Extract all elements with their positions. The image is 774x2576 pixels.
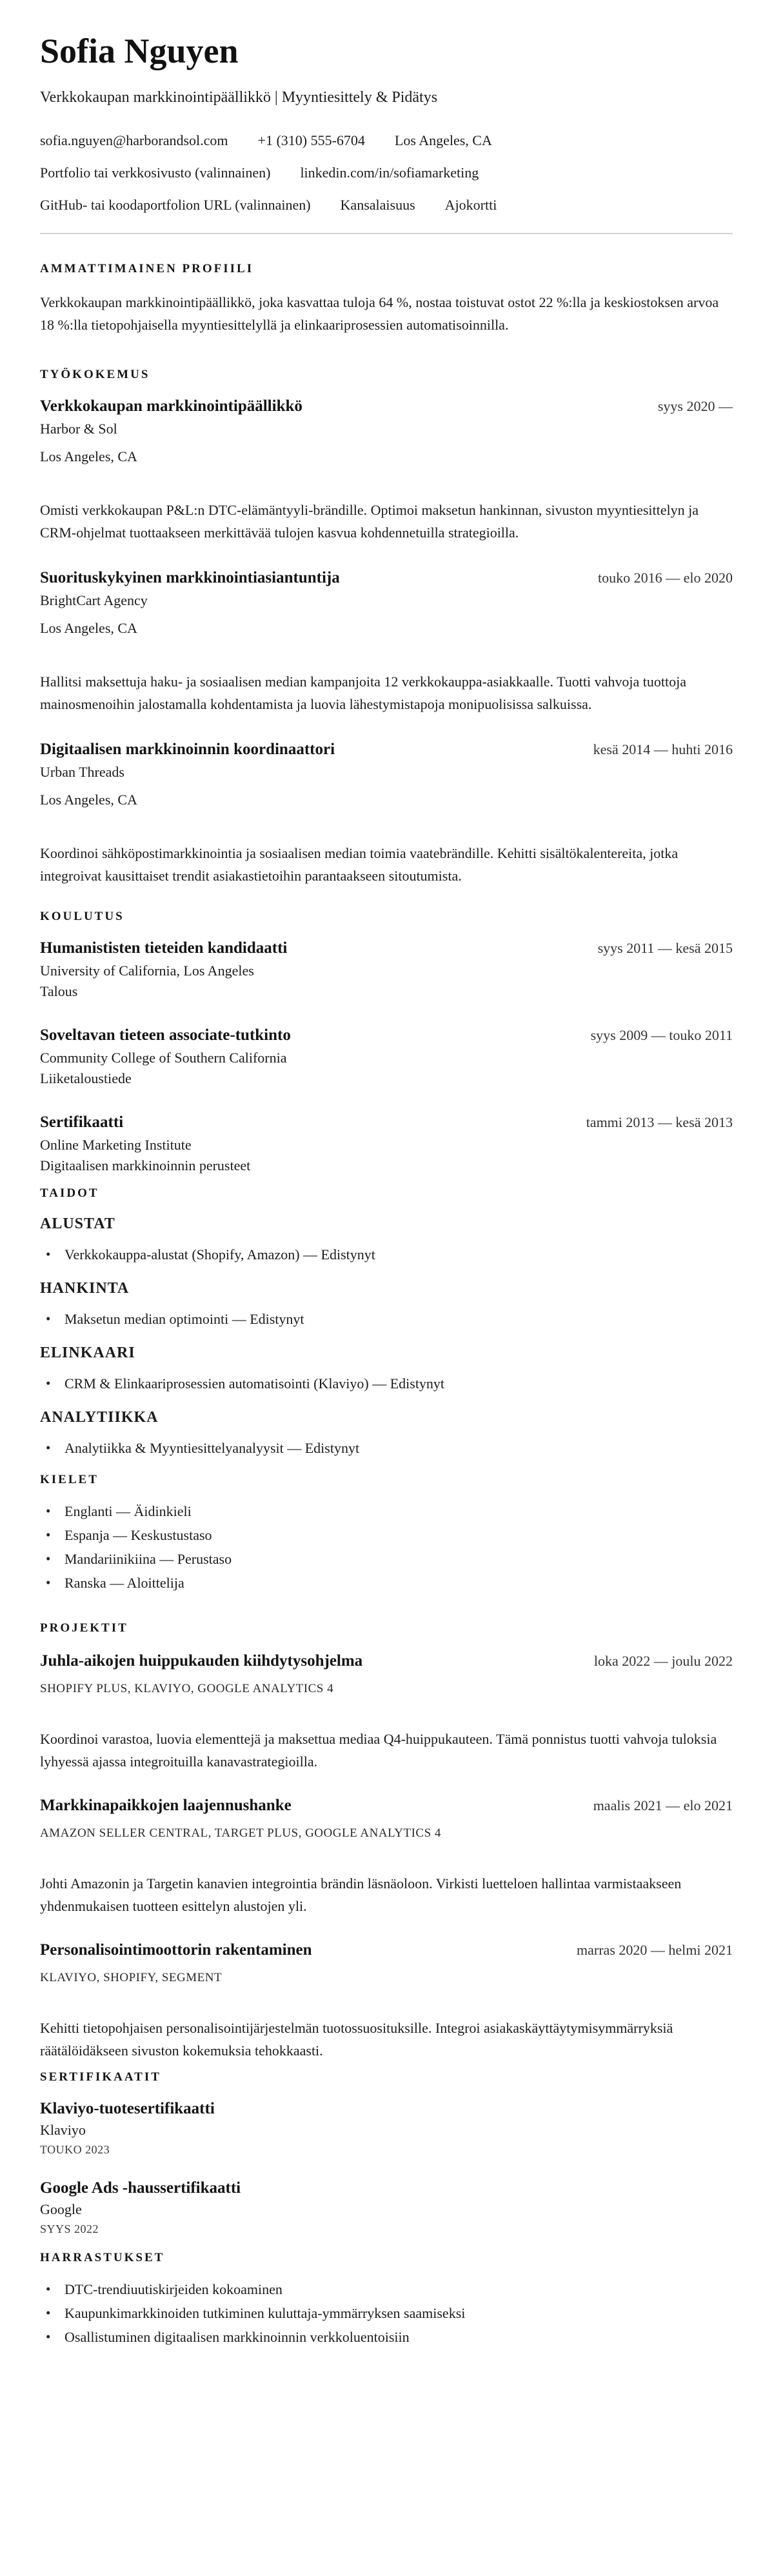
degree-title: Soveltavan tieteen associate-tutkinto	[40, 1026, 291, 1044]
school-name: Online Marketing Institute	[40, 1137, 192, 1153]
skill-group-label: ANALYTIIKKA	[40, 1409, 159, 1426]
degree-title: Humanististen tieteiden kandidaatti	[40, 939, 288, 957]
project-dates: loka 2022 — joulu 2022	[593, 1653, 733, 1669]
job-location: Los Angeles, CA	[40, 792, 137, 808]
skill-group-label: ALUSTAT	[40, 1215, 115, 1232]
language-list	[40, 1499, 733, 1595]
education-dates: syys 2011 — kesä 2015	[597, 940, 733, 956]
certification-title: Google Ads -haussertifikaatti	[40, 2179, 241, 2197]
job-title: Digitaalisen markkinoinnin koordinaattori	[40, 741, 335, 758]
skill-group-label: ELINKAARI	[40, 1344, 135, 1361]
certification-entry	[40, 2099, 733, 2157]
skill-group	[40, 1408, 733, 1459]
company-name: BrightCart Agency	[40, 592, 148, 608]
school-name: University of California, Los Angeles	[40, 963, 254, 979]
linkedin-text: linkedin.com/in/sofiamarketing	[300, 165, 479, 181]
job-entry	[40, 740, 733, 887]
education-entry	[40, 939, 733, 1000]
profile-summary: Verkkokaupan markkinointipäällikkö, joka kasvattaa tuloja 64 %, nostaa toistuvat ostot 22 %:lla ja keskiostoksen arvoa 18 %:lla tietopohjaisella myyntiesittelyllä ja elinkaariprosessien automatisoinnilla.	[40, 294, 719, 333]
certification-title: Klaviyo-tuotesertifikaatti	[40, 2100, 215, 2117]
job-title: Verkkokaupan markkinointipäällikkö	[40, 397, 303, 415]
skill-group	[40, 1214, 733, 1266]
project-description: Koordinoi varastoa, luovia elementtejä ja maksettua mediaa Q4-huippukauteen. Tämä ponnistus tuotti vahvoja tuloksia lyhyessä ajassa integroituilla kanavastrategioilla.	[40, 1731, 717, 1770]
section-heading: TAIDOT	[40, 1186, 99, 1200]
contact-row-2	[40, 165, 733, 181]
job-dates: syys 2020 —	[657, 398, 733, 414]
list-item: • Kaupunkimarkkinoiden tutkiminen kuluttaja-ymmärryksen saamiseksi	[40, 2301, 733, 2325]
contact-row-3	[40, 197, 733, 214]
section-experience	[40, 367, 733, 887]
job-title: Suorituskykyinen markkinointiasiantuntija	[40, 569, 340, 586]
list-item: • Espanja — Keskustustaso	[40, 1523, 733, 1547]
field-of-study: Digitaalisen markkinoinnin perusteet	[40, 1157, 251, 1173]
job-dates: touko 2016 — elo 2020	[598, 570, 733, 586]
phone-text: +1 (310) 555-6704	[257, 132, 365, 148]
skill-list	[40, 1372, 733, 1395]
project-title: Markkinapaikkojen laajennushanke	[40, 1797, 292, 1814]
education-entry	[40, 1113, 733, 1174]
skill-group	[40, 1343, 733, 1395]
skill-list	[40, 1308, 733, 1330]
certification-issuer: Klaviyo	[40, 2122, 86, 2138]
project-entry	[40, 1652, 733, 1773]
education-header	[40, 1026, 733, 1045]
resume-header	[40, 31, 733, 214]
project-header	[40, 1652, 733, 1671]
job-description: Hallitsi maksettuja haku- ja sosiaalisen median kampanjoita 12 verkkokauppa-asiakkaalle. Tuotti vahvoja tuottoja mainosmenoihin jalostamalla kohdentamista ja luovia lähestymistapoja monipuolisissa salkuissa.	[40, 674, 686, 712]
project-entry	[40, 1941, 733, 2062]
certification-date: TOUKO 2023	[40, 2143, 110, 2156]
drivers-license-text: Ajokortti	[444, 197, 497, 213]
certification-date: SYYS 2022	[40, 2222, 99, 2235]
project-entry	[40, 1796, 733, 1917]
skill-group-label: HANKINTA	[40, 1280, 130, 1297]
job-header	[40, 397, 733, 416]
header-divider	[40, 233, 733, 234]
location-text: Los Angeles, CA	[394, 132, 492, 148]
list-item: • Osallistuminen digitaalisen markkinoinnin verkkoluentoisiin	[40, 2325, 733, 2349]
list-item: • CRM & Elinkaariprosessien automatisointi (Klaviyo) — Edistynyt	[40, 1372, 733, 1395]
list-item: • Englanti — Äidinkieli	[40, 1499, 733, 1523]
list-item: • Mandariinikiina — Perustaso	[40, 1547, 733, 1571]
list-item: • Maksetun median optimointi — Edistynyt	[40, 1308, 733, 1330]
section-heading: HARRASTUKSET	[40, 2251, 165, 2264]
job-header	[40, 568, 733, 588]
school-name: Community College of Southern California	[40, 1050, 287, 1066]
candidate-name: Sofia Nguyen	[40, 32, 239, 70]
section-heading: KOULUTUS	[40, 910, 124, 923]
project-tools: SHOPIFY PLUS, KLAVIYO, GOOGLE ANALYTICS 4	[40, 1682, 334, 1695]
project-tools: KLAVIYO, SHOPIFY, SEGMENT	[40, 1971, 223, 1984]
project-dates: maalis 2021 — elo 2021	[593, 1797, 733, 1813]
section-skills	[40, 1186, 733, 1459]
education-dates: syys 2009 — touko 2011	[590, 1027, 733, 1043]
list-item: • DTC-trendiuutiskirjeiden kokoaminen	[40, 2277, 733, 2301]
job-location: Los Angeles, CA	[40, 448, 137, 464]
degree-title: Sertifikaatti	[40, 1113, 124, 1131]
job-location: Los Angeles, CA	[40, 620, 137, 636]
education-header	[40, 939, 733, 958]
education-header	[40, 1113, 733, 1132]
project-header	[40, 1796, 733, 1815]
section-heading: AMMATTIMAINEN PROFIILI	[40, 262, 254, 275]
education-dates: tammi 2013 — kesä 2013	[586, 1114, 733, 1130]
section-heading: SERTIFIKAATIT	[40, 2070, 161, 2084]
github-text: GitHub- tai koodaportfolion URL (valinnainen)	[40, 197, 311, 213]
contact-row-1	[40, 132, 733, 149]
job-dates: kesä 2014 — huhti 2016	[593, 741, 733, 757]
job-description: Koordinoi sähköpostimarkkinointia ja sosiaalisen median toimia vaatebrändille. Kehitti sisältökalentereita, jotka integroivat kausittaiset trendit asiakastietoihin parantaakseen sitoutumista.	[40, 845, 679, 884]
skill-group	[40, 1279, 733, 1330]
skill-list	[40, 1437, 733, 1459]
headline: Verkkokaupan markkinointipäällikkö | Myyntiesittely & Pidätys	[40, 89, 438, 106]
project-description: Johti Amazonin ja Targetin kanavien integrointia brändin läsnäoloon. Virkisti luetteloen hallintaa varmistaakseen yhdenmukaisen tuotteen esittelyn alustojen yli.	[40, 1875, 682, 1914]
section-heading: PROJEKTIT	[40, 1621, 128, 1635]
section-heading: KIELET	[40, 1473, 99, 1486]
job-description: Omisti verkkokaupan P&L:n DTC-elämäntyyli-brändille. Optimoi maksetun hankinnan, sivuston myyntiesittelyn ja CRM-ohjelmat tuottaakseen merkittävää tulojen kasvua kohdennetuilla strategioilla.	[40, 502, 699, 541]
company-name: Harbor & Sol	[40, 421, 117, 437]
section-hobbies	[40, 2250, 733, 2349]
list-item: • Verkkokauppa-alustat (Shopify, Amazon) — Edistynyt	[40, 1243, 733, 1266]
project-dates: marras 2020 — helmi 2021	[577, 1942, 733, 1958]
job-entry	[40, 397, 733, 544]
portfolio-text: Portfolio tai verkkosivusto (valinnainen)	[40, 165, 271, 181]
section-languages	[40, 1472, 733, 1595]
section-education	[40, 909, 733, 1174]
job-header	[40, 740, 733, 759]
certification-entry	[40, 2179, 733, 2236]
company-name: Urban Threads	[40, 764, 124, 780]
section-heading: TYÖKOKEMUS	[40, 368, 150, 381]
skill-list	[40, 1243, 733, 1266]
list-item: • Ranska — Aloittelija	[40, 1571, 733, 1595]
hobby-list	[40, 2277, 733, 2349]
list-item: • Analytiikka & Myyntiesittelyanalyysit — Edistynyt	[40, 1437, 733, 1459]
section-profile	[40, 261, 733, 336]
section-certifications	[40, 2070, 733, 2236]
project-title: Personalisointimoottorin rakentaminen	[40, 1941, 312, 1959]
job-entry	[40, 568, 733, 715]
education-entry	[40, 1026, 733, 1087]
project-description: Kehitti tietopohjaisen personalisointijärjestelmän tuotossuosituksille. Integroi asiakaskäyttäytymisymmärryksiä räätälöidäkseen sivuston kokemuksia tehokkaasti.	[40, 2020, 673, 2059]
section-projects	[40, 1621, 733, 2062]
project-header	[40, 1941, 733, 1960]
citizenship-text: Kansalaisuus	[340, 197, 415, 213]
field-of-study: Liiketaloustiede	[40, 1070, 132, 1086]
project-title: Juhla-aikojen huippukauden kiihdytysohjelma	[40, 1652, 363, 1670]
project-tools: AMAZON SELLER CENTRAL, TARGET PLUS, GOOGLE ANALYTICS 4	[40, 1826, 441, 1840]
email-text: sofia.nguyen@harborandsol.com	[40, 132, 228, 148]
certification-issuer: Google	[40, 2201, 82, 2217]
field-of-study: Talous	[40, 983, 78, 999]
